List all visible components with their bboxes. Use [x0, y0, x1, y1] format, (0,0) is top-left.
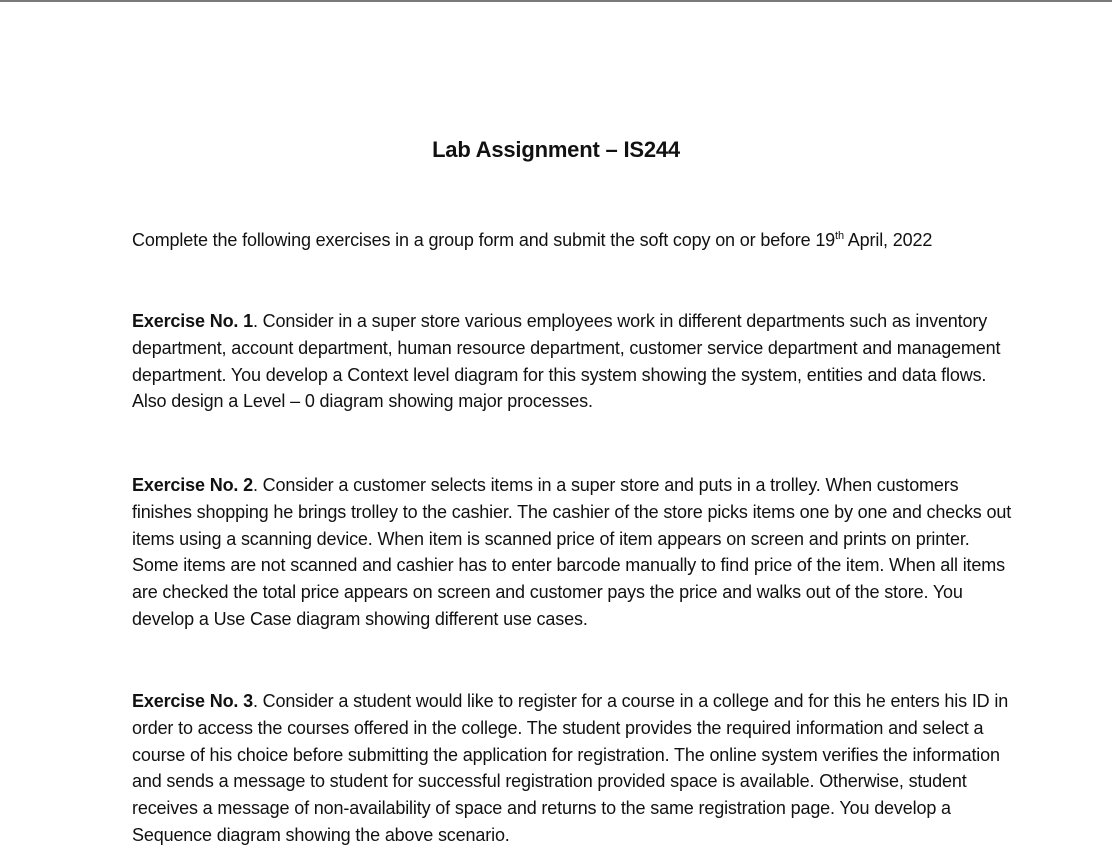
exercise-2-label: Exercise No. 2	[132, 475, 253, 495]
instructions-text: Complete the following exercises in a group form and submit the soft copy on or before 19	[132, 230, 836, 250]
exercise-3-label: Exercise No. 3	[132, 691, 253, 711]
exercise-3-paragraph	[132, 688, 1012, 849]
exercise-1-paragraph	[132, 308, 1012, 415]
instructions-date-tail: April, 2022	[843, 230, 933, 250]
exercise-3-text: . Consider a student would like to register for a course in a college and for this he enters his ID in order to access the courses offered in the college. The student provides the required information and select a course of his choice before submitting the application for registration. The online system verifies the information and sends a message to student for successful registration provided space is available. Otherwise, student receives a message of non-availability of space and returns to the same registration page. You develop a Sequence diagram showing the above scenario.	[132, 691, 1009, 845]
exercise-1-text: . Consider in a super store various employees work in different departments such as inventory department, account department, human resource department, customer service department and management department. You develop a Context level diagram for this system showing the system, entities and data flows. Also design a Level – 0 diagram showing major processes.	[132, 311, 1001, 412]
exercise-1-label: Exercise No. 1	[132, 311, 253, 331]
page-title: Lab Assignment – IS244	[432, 137, 680, 162]
date-ordinal-suffix: th	[835, 230, 844, 242]
exercise-2-paragraph	[132, 472, 1012, 633]
instructions-paragraph	[132, 227, 1012, 254]
exercise-2-text: . Consider a customer selects items in a super store and puts in a trolley. When customers finishes shopping he brings trolley to the cashier. The cashier of the store picks items one by one and checks out items using a scanning device. When item is scanned price of item appears on screen and prints on printer. Some items are not scanned and cashier has to enter barcode manually to find price of the item. When all items are checked the total price appears on screen and customer pays the price and walks out of the store. You develop a Use Case diagram showing different use cases.	[132, 475, 1012, 629]
